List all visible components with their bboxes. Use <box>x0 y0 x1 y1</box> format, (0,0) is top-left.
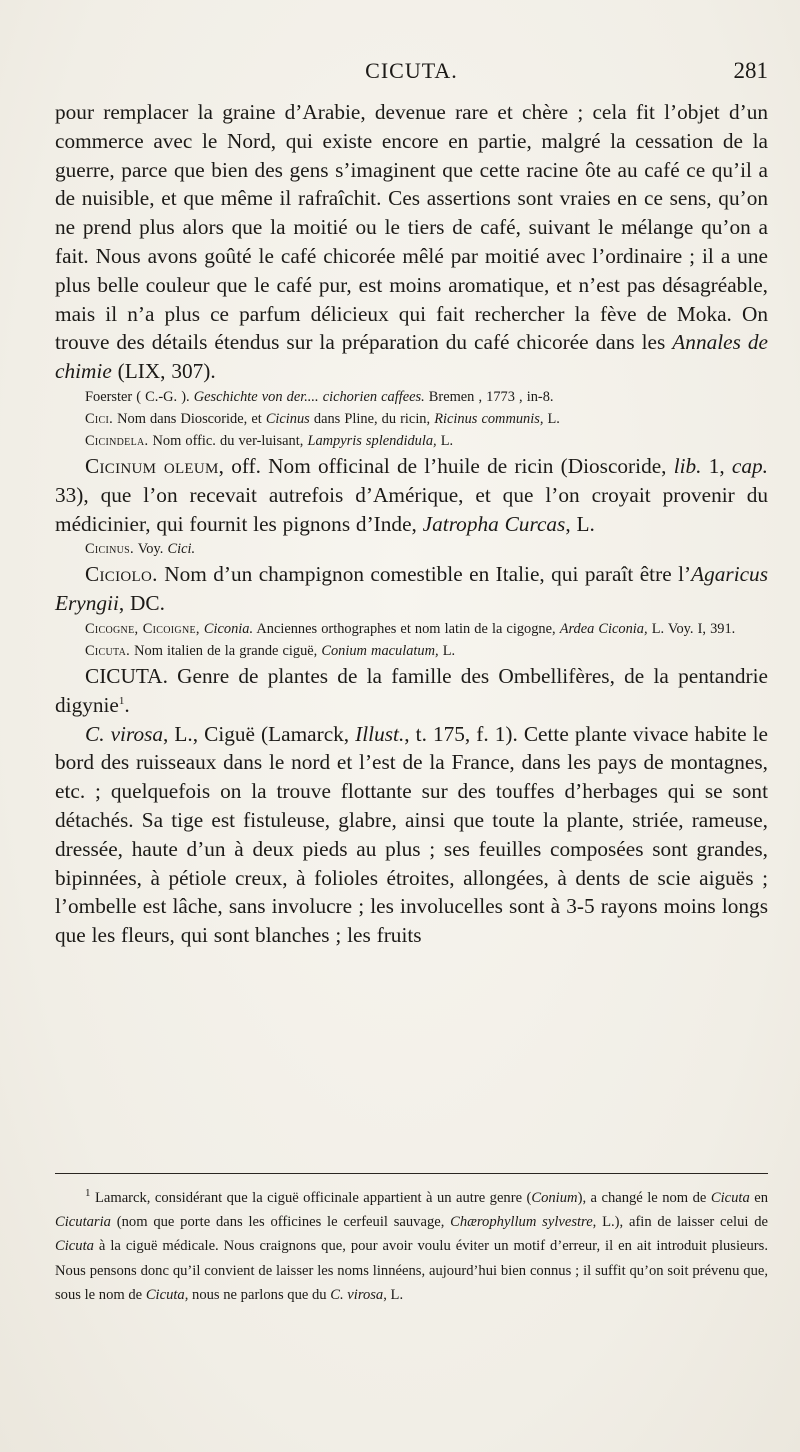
text-run: 1, <box>701 453 732 478</box>
text-run: , off. Nom officinal de l’huile de ricin (Dioscoride, <box>218 453 674 478</box>
latin-name: Cicuta <box>55 1238 94 1255</box>
text-run: à la ciguë médicale. Nous craignons que, pour avoir voulu éviter un motif d’erreur, il en ait introduit plusieurs. Nous pensons donc qu’il convient de laisser les noms linnéens, aujourd’hui bien connus ; il suffit qu’on soit prévenu que, sous le nom de <box>55 1238 768 1303</box>
text-run: ), a changé le nom de <box>577 1190 711 1206</box>
text-run: 33), que l’on recevait autrefois d’Amérique, et que l’on croyait provenir du médicinier, qui fournit les pignons d’Inde, <box>55 482 768 536</box>
text-run: L. <box>438 642 456 659</box>
latin-name: Cicutaria <box>55 1214 111 1231</box>
text-run: Voy. <box>133 541 168 558</box>
text-run: Bremen , 1773 , in-8. <box>424 388 554 405</box>
text-run: , L.), afin de laisser celui de <box>592 1214 768 1231</box>
latin-name: Agaricus Eryngii <box>55 562 768 616</box>
text-run: Foerster ( C.-G. ). <box>85 388 194 405</box>
text-run: Lamarck, considérant que la ciguë officinale appartient à un autre genre ( <box>90 1190 532 1206</box>
entry-headword: Cicogne, Cicoigne, <box>85 620 200 637</box>
text-run: CICUTA. Genre de plantes de la famille des Ombellifères, de la pentandrie digynie <box>55 663 768 717</box>
entry-cicinum-oleum <box>55 452 768 538</box>
text-run: , nous ne parlons que du <box>184 1286 331 1303</box>
entry-ciciolo <box>55 560 768 618</box>
text-run: Nom dans Dioscoride, et <box>113 410 266 427</box>
latin-name: Ardea Ciconia, <box>559 620 648 637</box>
latin-name: Ricinus communis, <box>434 410 544 427</box>
entry-cici <box>55 408 768 430</box>
text-run: L. <box>543 410 560 427</box>
text-run: , L. <box>565 511 595 536</box>
text-run: Illust. <box>355 721 405 746</box>
entry-headword: Ciciolo. <box>85 562 158 587</box>
text-run: (LIX, 307). <box>111 359 216 384</box>
latin-name: Cicuta <box>710 1190 750 1206</box>
book-title: Geschichte von der.... cichorien caffees. <box>193 388 425 405</box>
footnote-marker: 1 <box>118 694 125 707</box>
reference-foerster <box>55 386 768 408</box>
entry-cicuta-genus <box>55 662 768 720</box>
entry-cicuta-virosa <box>55 720 768 950</box>
main-text <box>55 98 768 950</box>
text-run: , L., Ciguë (Lamarck, <box>163 721 356 746</box>
entry-headword: Cicuta. <box>85 642 131 659</box>
footnote-1 <box>55 1186 768 1307</box>
text-run: , L. <box>383 1286 404 1303</box>
entry-cicuta-italian <box>55 640 768 662</box>
text-run: , t. 175, f. 1). Cette plante vivace habite le bord des ruisseaux dans le nord et l’est de la France, dans les pays de montagnes, etc. ; quelquefois on la trouve flottante sur des touffes d’herbages qui se sont détachés. Sa tige est fistuleuse, glabre, ainsi que toute la plante, striée, rameuse, dressée, haute d’un à deux pieds au plus ; ses feuilles composées sont grandes, bipinnées, à pétiole creux, à folioles étroites, allongées, à dents de scie aiguës ; l’ombelle est lâche, sans involucre ; les involucelles sont à 3-5 rayons moins longs que les fleurs, qui sont blanches ; les fruits <box>55 721 768 948</box>
species-name: C. virosa <box>330 1286 384 1303</box>
text-run: (nom que porte dans les officines le cerfeuil sauvage, <box>110 1214 451 1231</box>
latin-name: Lampyris splendidula, <box>307 432 437 449</box>
text-run: Nom d’un champignon comestible en Italie, qui paraît être l’ <box>157 562 692 587</box>
text-run: lib. <box>673 453 702 478</box>
entry-cicogne <box>55 618 768 640</box>
latin-name: Ciconia. <box>203 620 254 637</box>
latin-name: Jatropha Curcas <box>422 511 566 536</box>
text-run: L. <box>436 432 454 449</box>
journal-title: Annales de chimie <box>55 330 768 384</box>
text-run: , DC. <box>118 591 165 616</box>
latin-name: Cicinus <box>265 410 310 427</box>
footnote-number: 1 <box>85 1187 91 1200</box>
text-run: Nom offic. du ver-luisant, <box>148 432 308 449</box>
text-run: cap. <box>731 453 768 478</box>
entry-cicindela <box>55 430 768 452</box>
entry-cicinus <box>55 538 768 560</box>
text-run: . <box>124 692 130 717</box>
text-run: en <box>749 1190 768 1206</box>
text-run: dans Pline, du ricin, <box>309 410 435 427</box>
text-run: Anciennes orthographes et nom latin de la cigogne, <box>253 620 560 637</box>
text-run: Nom italien de la grande ciguë, <box>130 642 322 659</box>
cross-reference: Cici. <box>167 541 196 558</box>
latin-name: Chærophyllum sylvestre <box>450 1214 593 1231</box>
entry-headword: Cicinum oleum <box>85 453 219 478</box>
text-run: pour remplacer la graine d’Arabie, devenue rare et chère ; cela fit l’objet d’un commerce avec le Nord, qui existe encore en partie, malgré la cessation de la guerre, parce que bien des gens s’imaginent que cette racine ôte au café ce qu’il a de nuisible, et que même il rafraîchit. Ces assertions sont vraies en ce sens, qu’on ne prend plus alors que la moitié ou le tiers de café, suivant le mélange qu’on a fait. Nous avons goûté le café chicorée mêlé par moitié avec l’ordinaire ; il a une plus belle couleur que le café pur, est moins aromatique, et n’est pas désagréable, mais il n’a plus ce parfum délicieux qui fait rechercher la fève de Moka. On trouve des détails étendus sur la préparation du café chicorée dans les <box>55 100 768 355</box>
entry-headword: Cici. <box>85 410 114 427</box>
running-head: CICUTA. <box>365 58 458 83</box>
entry-headword: Cicinus. <box>85 541 134 558</box>
latin-name: Conium <box>531 1190 578 1206</box>
footnotes <box>55 1186 768 1307</box>
species-name: C. virosa <box>85 721 164 746</box>
latin-name: Conium maculatum, <box>321 642 439 659</box>
footnote-divider <box>55 1173 768 1174</box>
latin-name: Cicuta <box>145 1286 185 1303</box>
text-run: L. Voy. I, 391. <box>647 620 736 637</box>
entry-headword: Cicindela. <box>85 432 149 449</box>
paragraph-chicory-coffee <box>55 98 768 386</box>
page-number: 281 <box>733 58 768 83</box>
page-header <box>55 58 768 92</box>
